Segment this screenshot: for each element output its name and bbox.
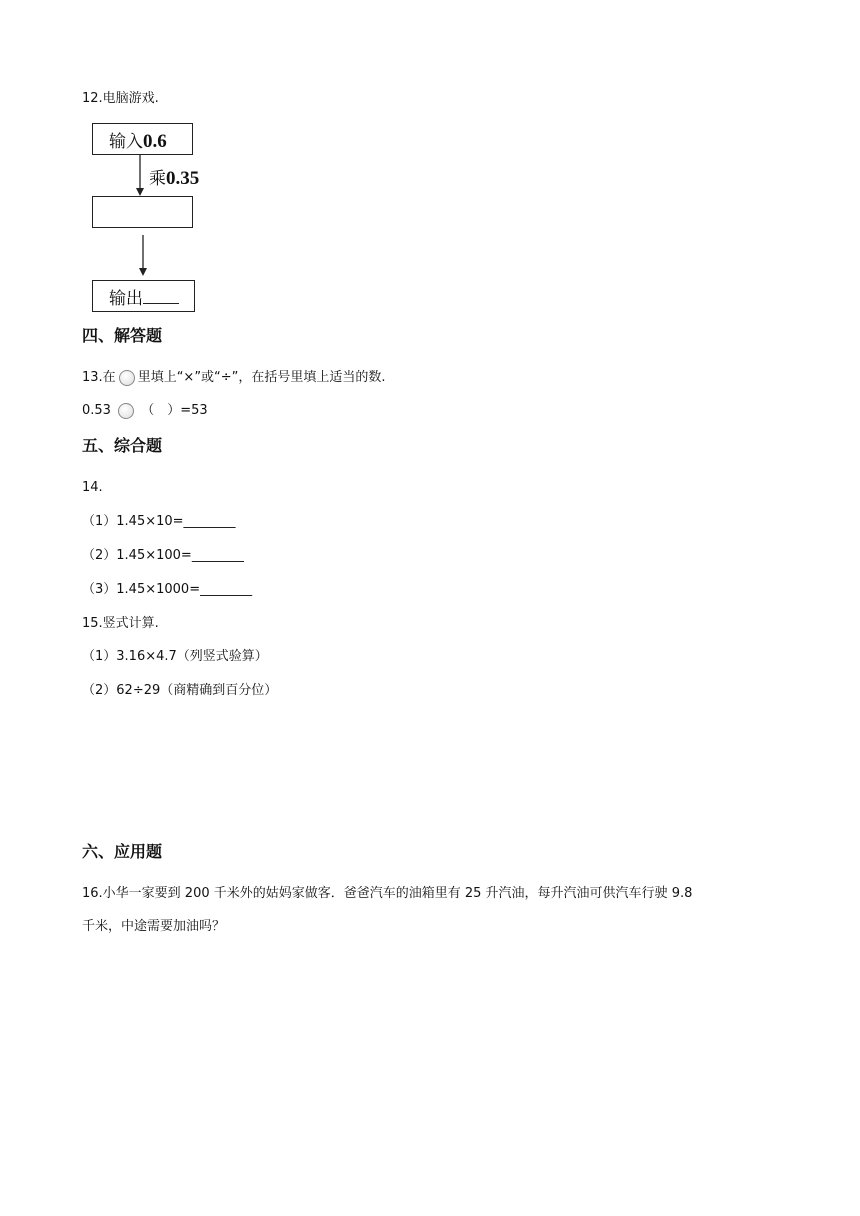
- q14-item: （1）1.45×10=________: [82, 514, 236, 529]
- q13-prefix: 13.在: [82, 370, 116, 385]
- flow-arrow-2: [135, 235, 151, 277]
- q14-title: 14.: [82, 480, 103, 495]
- flow-op-label: 乘: [149, 169, 166, 189]
- flow-op-text: [149, 164, 199, 190]
- q12-title: 12.电脑游戏.: [82, 91, 159, 106]
- q14-item: （3）1.45×1000=________: [82, 582, 253, 597]
- flow-input-text: [109, 127, 167, 153]
- q16-line-2: 千米，中途需要加油吗？: [82, 919, 226, 934]
- flow-middle-box: [92, 196, 193, 228]
- q16-line-1: 16.小华一家要到 200 千米外的姑妈家做客．爸爸汽车的油箱里有 25 升汽油，每升汽油可供汽车行驶 9.8: [82, 886, 693, 901]
- operator-answer-circle-icon[interactable]: [118, 403, 134, 419]
- q13-expr-paren[interactable]: （ ）: [141, 403, 181, 418]
- q15-title: 15.竖式计算.: [82, 616, 159, 631]
- flow-output-label: 输出: [109, 289, 143, 309]
- q15-item: （1）3.16×4.7（列竖式验算）: [82, 649, 268, 664]
- flow-output-box: [92, 280, 195, 312]
- operator-circle-icon: [119, 370, 135, 386]
- section-6-title: 六、应用题: [82, 842, 163, 861]
- q13-expr-left: 0.53: [82, 403, 111, 418]
- flow-op-value: 0.35: [166, 168, 200, 189]
- q13-instruction-line: [82, 369, 386, 387]
- q13-instruction: 里填上“×”或“÷”，在括号里填上适当的数.: [137, 370, 386, 385]
- flow-arrow-1: [132, 155, 148, 197]
- q14-item: （2）1.45×100=________: [82, 548, 244, 563]
- q13-expr-right: =53: [180, 403, 208, 418]
- flow-input-box: [92, 123, 193, 155]
- flow-input-label: 输入: [109, 132, 143, 152]
- flow-output-text: [109, 284, 179, 309]
- flow-output-blank: [143, 287, 179, 304]
- section-4-title: 四、解答题: [82, 326, 163, 345]
- flow-input-value: 0.6: [143, 131, 167, 152]
- q15-item: （2）62÷29（商精确到百分位）: [82, 683, 278, 698]
- section-5-title: 五、综合题: [82, 436, 163, 455]
- q13-expression: [82, 402, 208, 420]
